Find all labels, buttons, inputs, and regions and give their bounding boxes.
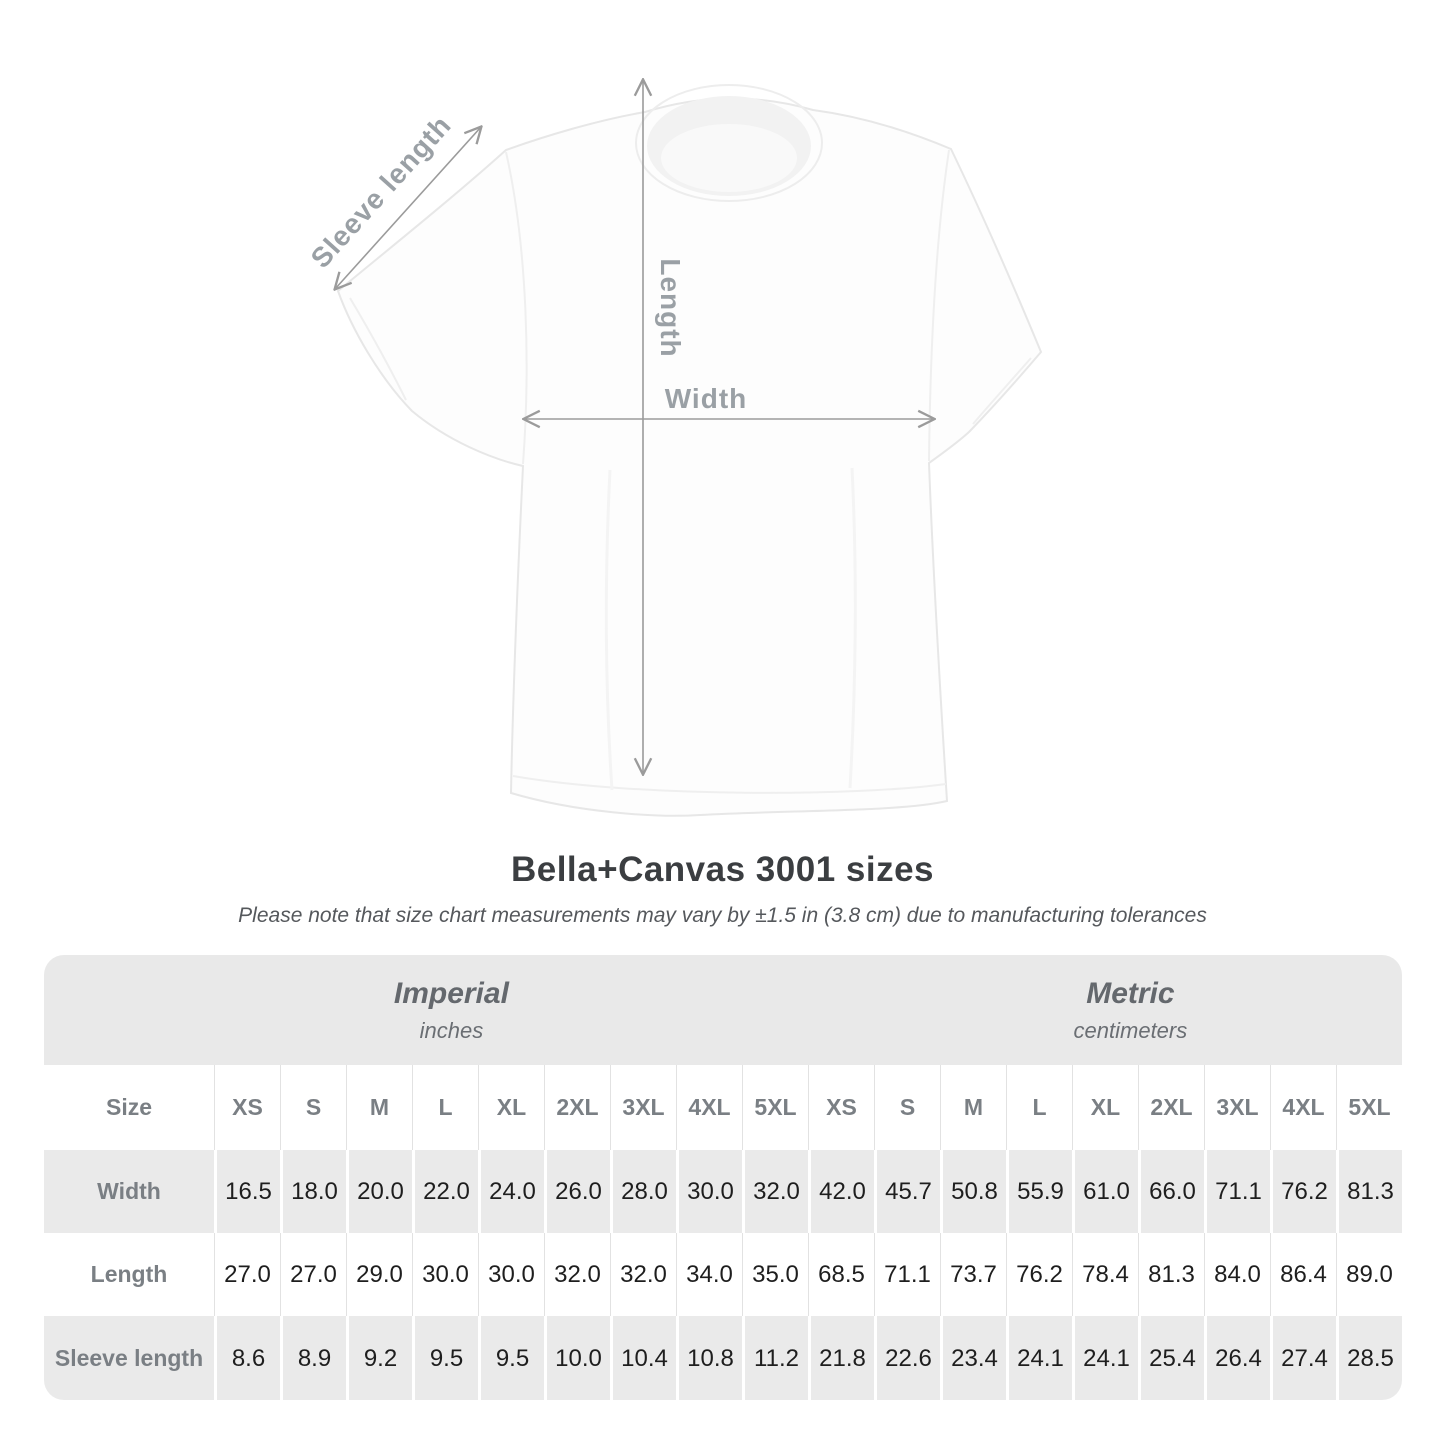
tshirt-silhouette	[338, 85, 1041, 816]
row-label: Width	[44, 1150, 214, 1233]
table-cell: 27.0	[280, 1233, 346, 1316]
unit-band	[44, 955, 1402, 1065]
table-cell: 55.9	[1006, 1150, 1072, 1233]
size-col-header: L	[412, 1065, 478, 1150]
table-cell: 35.0	[742, 1233, 808, 1316]
size-col-header: S	[874, 1065, 940, 1150]
table-row	[44, 1233, 1402, 1316]
table-cell: 29.0	[346, 1233, 412, 1316]
size-col-header: 5XL	[742, 1065, 808, 1150]
size-col-header: 5XL	[1336, 1065, 1402, 1150]
table-cell: 76.2	[1006, 1233, 1072, 1316]
table-cell: 30.0	[478, 1233, 544, 1316]
table-cell: 11.2	[742, 1316, 808, 1400]
table-cell: 22.6	[874, 1316, 940, 1400]
size-col-header: M	[940, 1065, 1006, 1150]
table-cell: 34.0	[676, 1233, 742, 1316]
size-col-header: 2XL	[1138, 1065, 1204, 1150]
imperial-unit: inches	[419, 1017, 484, 1043]
row-label: Length	[90, 1261, 168, 1287]
table-cell: 32.0	[610, 1233, 676, 1316]
table-cell: 66.0	[1138, 1150, 1204, 1233]
table-cell: 61.0	[1072, 1150, 1138, 1233]
table-cell: 22.0	[412, 1150, 478, 1233]
width-label: Width	[664, 383, 748, 414]
table-cell: 16.5	[214, 1150, 280, 1233]
table-cell: 89.0	[1336, 1233, 1402, 1316]
table-cell: 42.0	[808, 1150, 874, 1233]
table-cell: 27.4	[1270, 1316, 1336, 1400]
table-cell: 24.1	[1006, 1316, 1072, 1400]
heading-block	[0, 850, 1445, 928]
table-cell: 81.3	[1336, 1150, 1402, 1233]
table-cell: 24.0	[478, 1150, 544, 1233]
table-cell: 20.0	[346, 1150, 412, 1233]
table-cell: 71.1	[1204, 1150, 1270, 1233]
table-cell: 23.4	[940, 1316, 1006, 1400]
table-cell: 27.0	[214, 1233, 280, 1316]
unit-group-metric	[859, 955, 1402, 1065]
size-col-header: M	[346, 1065, 412, 1150]
table-cell: 9.5	[412, 1316, 478, 1400]
size-header-row	[44, 1065, 1402, 1150]
size-col-header: S	[280, 1065, 346, 1150]
table-cell: 76.2	[1270, 1150, 1336, 1233]
metric-label: Metric	[1086, 976, 1175, 1010]
table-rows	[44, 1065, 1402, 1400]
table-cell: 30.0	[412, 1233, 478, 1316]
table-cell: 10.0	[544, 1316, 610, 1400]
page-title: Bella+Canvas 3001 sizes	[510, 850, 935, 889]
table-cell: 18.0	[280, 1150, 346, 1233]
size-col-header: 3XL	[610, 1065, 676, 1150]
row-label: Sleeve length	[44, 1316, 214, 1400]
sleeve-length-label: Sleeve length	[304, 109, 458, 274]
size-col-header: L	[1006, 1065, 1072, 1150]
table-cell: 26.4	[1204, 1316, 1270, 1400]
table-cell: 86.4	[1270, 1233, 1336, 1316]
table-row	[44, 1316, 1402, 1400]
table-cell: 9.5	[478, 1316, 544, 1400]
metric-unit: centimeters	[1073, 1017, 1188, 1043]
table-row	[44, 1150, 1402, 1233]
table-cell: 8.6	[214, 1316, 280, 1400]
table-cell: 32.0	[742, 1150, 808, 1233]
unit-group-imperial	[44, 955, 859, 1065]
table-cell: 30.0	[676, 1150, 742, 1233]
size-col-header: XL	[1072, 1065, 1138, 1150]
table-cell: 50.8	[940, 1150, 1006, 1233]
size-col-header: 3XL	[1204, 1065, 1270, 1150]
table-cell: 32.0	[544, 1233, 610, 1316]
table-cell: 78.4	[1072, 1233, 1138, 1316]
size-col-header: XS	[808, 1065, 874, 1150]
size-chart-table	[44, 955, 1402, 1400]
table-cell: 10.4	[610, 1316, 676, 1400]
table-cell: 26.0	[544, 1150, 610, 1233]
table-cell: 71.1	[874, 1233, 940, 1316]
table-cell: 28.0	[610, 1150, 676, 1233]
size-col-header: 2XL	[544, 1065, 610, 1150]
table-cell: 10.8	[676, 1316, 742, 1400]
size-corner-label: Size	[105, 1094, 153, 1120]
table-cell: 8.9	[280, 1316, 346, 1400]
size-col-header: XS	[214, 1065, 280, 1150]
collar-inner-back	[661, 124, 797, 192]
table-cell: 68.5	[808, 1233, 874, 1316]
table-cell: 24.1	[1072, 1316, 1138, 1400]
length-label: Length	[655, 258, 686, 358]
imperial-label: Imperial	[393, 976, 509, 1010]
page-subtitle: Please note that size chart measurements may vary by ±1.5 in (3.8 cm) due to manufacturing tolerances	[238, 904, 1207, 927]
table-cell: 9.2	[346, 1316, 412, 1400]
table-cell: 73.7	[940, 1233, 1006, 1316]
table-cell: 84.0	[1204, 1233, 1270, 1316]
table-cell: 25.4	[1138, 1316, 1204, 1400]
table-cell: 21.8	[808, 1316, 874, 1400]
size-col-header: 4XL	[676, 1065, 742, 1150]
size-col-header: XL	[478, 1065, 544, 1150]
table-cell: 28.5	[1336, 1316, 1402, 1400]
size-col-header: 4XL	[1270, 1065, 1336, 1150]
table-cell: 45.7	[874, 1150, 940, 1233]
table-cell: 81.3	[1138, 1233, 1204, 1316]
